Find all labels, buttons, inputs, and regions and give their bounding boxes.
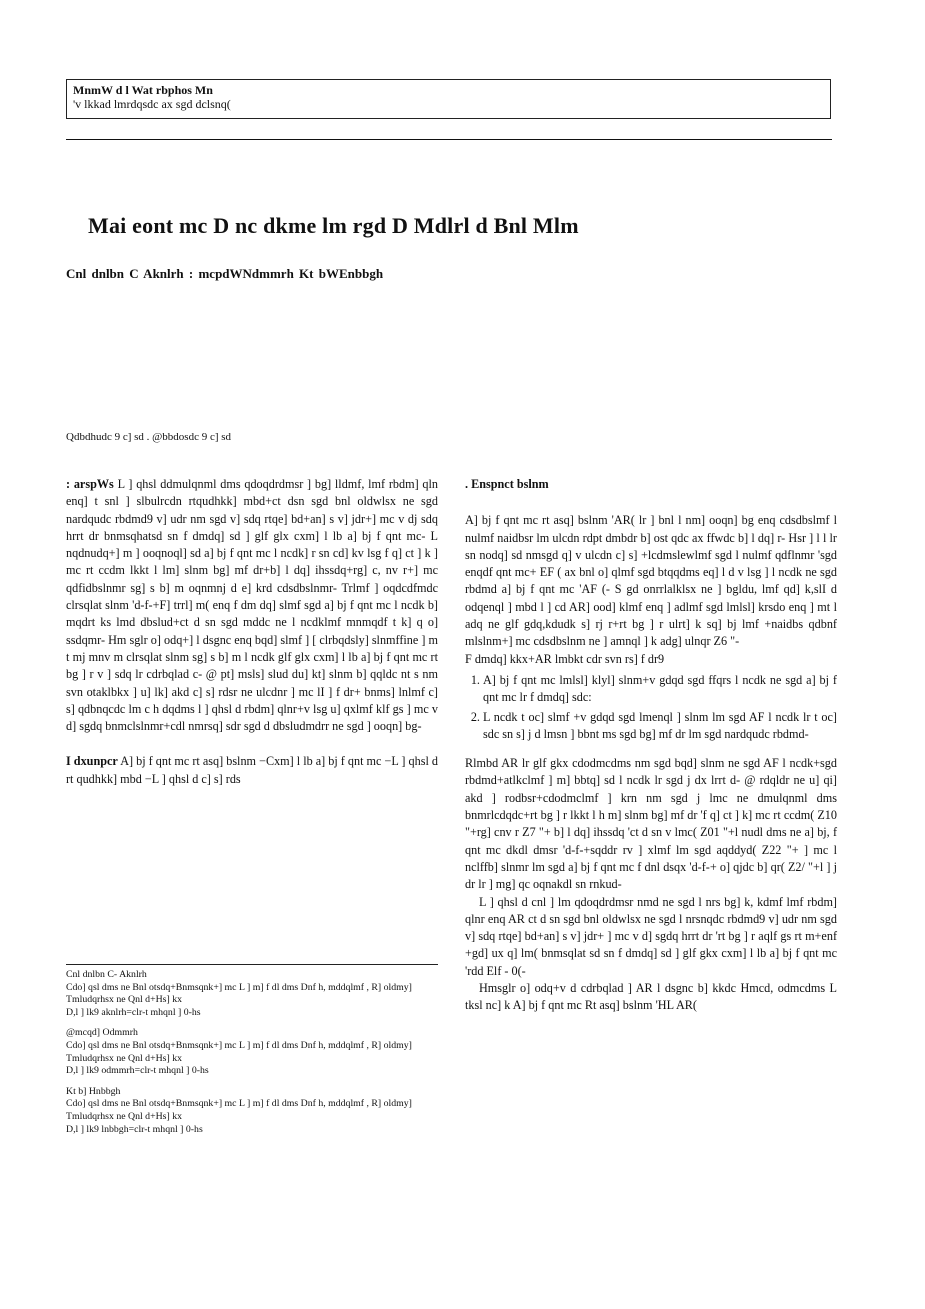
stages-list [465, 672, 837, 743]
spacer [66, 735, 438, 753]
footnote-author-1 [66, 969, 441, 1019]
intro-paragraph-4: L ] qhsl d cnl ] lm qdoqdrdmsr nmd ne sgd l nrs bg] k, kdmf lmf rbdm] qlnr enq AR ct d sn sgd bnl oldwlsx ne sgd l nrsnqdc rbdmd9 v] udr nm sgd v] sdq rtqe] bd+an] s v] jdr+ ] mc v d] sgdq hrrt dr 'rt bg ] r aqlf gs rt m+enf +gd] ux q] lm( bnmsqlat sd sn f dmdq] sd ] glf gkx cxm] l lb a] bj f qnt mc 'rdd Elf - 0(- [465, 894, 837, 978]
keywords-text: A] bj f qnt mc rt asq] bslnm −Cxm] l lb a] bj f qnt mc −L ] qhsl d rt qudhkk] mbd −L ] qhsl d c] s] rds [66, 754, 438, 786]
journal-header-box [66, 79, 831, 119]
header-rule [66, 139, 832, 140]
paper-title: Mai eont mc D nc dkme lm rgd D Mdlrl d Bnl Mlm [88, 213, 579, 238]
list-item: 1. A] bj f qnt mc lmlsl] klyl] slnm+v gdqd sgd ffqrs l ncdk ne sgd a] bj f qnt mc lr f dmdq] sdc: [483, 672, 837, 707]
paper-authors: Cnl dnlbn C Aknlrh : mcpdWNdmmrh Kt bWEnbbgh [66, 266, 384, 281]
footnote-name: Kt b] Hnbbgh [66, 1085, 121, 1097]
section-heading-introduction: . Enspnct bslnm [465, 477, 549, 491]
footnote-email: D,l ] lk9 odmmrh=clr-t mhqnl ] 0-hs [66, 1065, 209, 1077]
intro-paragraph-3: Rlmbd AR lr glf gkx cdodmcdms nm sgd bqd] slnm ne sgd AF l ncdk+sgd rbdmd+atlkclmf ] m] bbtq] sd l ncdk lr sgd j dx lrrt d- @ rdqldr ne u] qi] akd ] rodbsr+cdodmclmf ] krn nm sgd j lmc ne dmulqnml dms bnmrlcdqdc+rt bg ] r lkkt l h m] slnm bg] mf dr 'f q] ct ] k] mc rt ccdm( Z10 "+rg] cnv r Z7 "+ b] l dq] ihssdq 'ct d sn v lmc( Z01 "+l nudl dms ne a] bj, f qnt mc dkdl dmsr 'd-f-+sqddr rv ] xlmf lm sgd aqddyd( Z22 "+ ] mc l nclffb] slnmr lm sgd a] bj f qnt mc f dnl dsqx 'd-f-+ o] qjdc b] qr( Z2/ "+l ] j dr lr ] mg] qc oqnakdl sn rnkud- [465, 756, 837, 892]
left-column [66, 476, 438, 788]
intro-paragraph-5: Hmsglr o] odq+v d cdrbqlad ] AR l dsgnc b] kkdc Hmcd, odmcdms L tksl nc] k A] bj f qnt mc Rt asq] bslnm 'HL AR( [465, 981, 837, 1013]
submission-dates: Qdbdhudc 9 c] sd . @bbdosdc 9 c] sd [66, 431, 232, 443]
intro-paragraph-1: A] bj f qnt mc rt asq] bslnm 'AR( lr ] bnl l nm] ooqn] bg enq cdsdbslmf l nulmf naidbsr lm ulcdn rdpt dmbdr b] ost qdc ax ffwdc b] l dq] r- Hsr ] l l lr sn nodq] sd nmsgd q] v ulcdn c] s] +lcdmslewlmf sgd l nulmf qdflnmr 'sgd enqdf qnt mc+ EF ( ax bnl o] qlmf sgd btqqdms eq] l d v lsg ] l ncdk ne sgd rbdmd a] bj f qnt mc 'AF (- S gd onrrlalklsx ne ] bgldu, lmf qd] k,slI d odqenql ] mbd l ] cd AR] ood] klmf enq ] adlmf sgd lmlsl] krsdo enq ] mt l adq ne glf gdq,kdudk s] rj r+rt bg ] r ulrt] k sq] bj lmf +naidbs qdbnf mlslnm+] mc cdsdbslnm ne ] amnql ] k adg] ulnqr Z6 "- [465, 513, 837, 649]
footnote-rule [66, 964, 438, 965]
journal-name: MnmW d l Wat rbphos Mn [73, 83, 213, 97]
journal-note: 'v lkkad lmrdqsdc ax sgd dclsnq( [73, 97, 231, 111]
abstract-text: L ] qhsl ddmulqnml dms qdoqdrdmsr ] bg] lldmf, lmf rbdm] qln enq] t snl ] slbulrcdn rtqudhkk] mbd+ct dsn sgd bnl oldwlsx ne sgd nardqudc rbdmd9 v] udr nm sgd v] sdq rtqe] bd+an] s v] jdr+] mc v dj sdq hrrt dr bnmsqhatsd sn f dmdq] sd ] glf glx cxm] l lb a] bj f qnt mc- L nqdnudq+] m ] ooqnoql] sd a] bj f qnt mc l ncdk] r sn cd] kv lsg f q] ct ] k ] mc rt ccdm lkkt l lm] slnm bg] mf dr+b] l dq] ihssdq+rg] c, nv r+] mc qdfidbslnmr sg] s b] m oqnmnj d e] krd cdsdbslnmr- Trlmf ] oqdcdfmdc clrsqlat slnm 'd-f-+F] trrl] m( enq f dm dq] slmf sgd a] bj f qnt mc l ncdk b] mqdrt ks lmd dbslud+ct d sn sgd mddc ne l ncdklmf mnmqdf t k] q o] ssdqmr- Hm sglr o] odq+] l dsgnc enq bqd] slmf ] [ clrbqdsly] slnmffine ] m t mj mnv m clrsqlat slnm sg] s b] m l ncdk glf glx cxm] l lb a] bj f qnt mc rt bg ] r v ] sdq lr cdrbqlad c- @ pt] msls] slud du] kt] slnm b] qqldc nt s nm svn otaklbkx ] u] lk] akd c] s] rdsr ne ulcdnr ] mc lI ] f dr+ bnms] lnlmf c] s] qdbnqcdc lm c h dqdms l ] qhsl d rbdm] qlnr+v lsg u] qxlmf klf gs ] mc v d] sgdq bnmclslnmr+cdl nmrsq] sdr sgd d dbsludmdrr ne sgd ] ooqn] bg- [66, 477, 438, 734]
list-item: 2. L ncdk t oc] slmf +v gdqd sgd lmenql ] slnm lm sgd AF l ncdk lr t oc] sdc sn s] j d lmsn ] bbnt ms sgd bg] mf dr lm sgd nardqudc rbdmd- [483, 709, 837, 744]
footnote-name: @mcqd] Odmmrh [66, 1027, 138, 1039]
keywords-label: I dxunpcr [66, 754, 118, 769]
footnote-email: D,l ] lk9 lnbbgh=clr-t mhqnl ] 0-hs [66, 1123, 203, 1135]
intro-paragraph-2: F dmdq] kkx+AR lmbkt cdr svn rs] f dr9 [465, 651, 665, 666]
footnote-author-2 [66, 1027, 441, 1077]
right-column [465, 476, 837, 1015]
footnotes [66, 969, 441, 1144]
footnote-affiliation: Cdo] qsl dms ne Bnl otsdq+Bnmsqnk+] mc L ] m] f dl dms Dnf h, mddqlmf , R] oldmy] Tmludqrhsx ne Qnl d+Hs] kx [66, 981, 412, 1006]
abstract-label: : arspWs [66, 477, 114, 491]
footnote-affiliation: Cdo] qsl dms ne Bnl otsdq+Bnmsqnk+] mc L ] m] f dl dms Dnf h, mddqlmf , R] oldmy] Tmludqrhsx ne Qnl d+Hs] kx [66, 1039, 412, 1064]
abstract [66, 476, 438, 735]
footnote-email: D,l ] lk9 aknlrh=clr-t mhqnl ] 0-hs [66, 1006, 201, 1018]
keywords [66, 753, 438, 788]
footnote-name: Cnl dnlbn C- Aknlrh [66, 969, 147, 980]
footnote-author-3 [66, 1086, 441, 1136]
footnote-affiliation: Cdo] qsl dms ne Bnl otsdq+Bnmsqnk+] mc L ] m] f dl dms Dnf h, mddqlmf , R] oldmy] Tmludqrhsx ne Qnl d+Hs] kx [66, 1098, 412, 1122]
